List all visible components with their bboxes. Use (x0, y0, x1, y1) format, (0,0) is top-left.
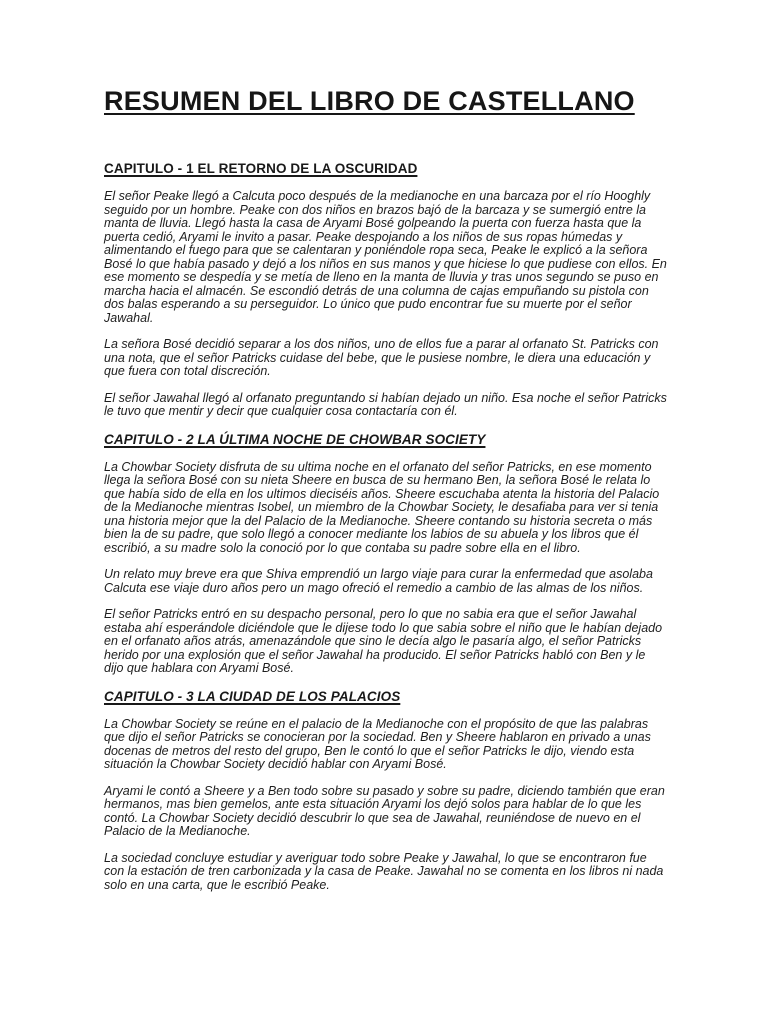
chapter-3-heading: CAPITULO - 3 LA CIUDAD DE LOS PALACIOS (104, 688, 401, 704)
chapter-1-section (104, 161, 668, 419)
chapter-2-section (104, 432, 668, 676)
chapter-1-paragraph-1: El señor Peake llegó a Calcuta poco después de la medianoche en una barcaza por el río Hooghly seguido por un hombre. Peake con dos niños en brazos bajó de la barcaza y se sumergió entre la manta de lluvia. Llegó hasta la casa de Aryami Bosé golpeando la puerta con fuerza hasta que la puerta cedió, Aryami le invito a pasar. Peake despojando a los niños de sus ropas húmedas y alimentando el fuego para que se calentaran y poniéndole ropa seca, Peake le explicó a la señora Bosé lo que había pasado y dejó a los niños en sus manos y que hiciese lo que pudiese con ellos. En ese momento se despedía y se metía de lleno en la manta de lluvia y tras unos segundo se puso en marcha hacia el almacén. Se escondió detrás de una columna de cajas empuñando su pistola con dos balas esperando a su perseguidor. Lo único que pudo encontrar fue su muerte por el señor Jawahal. (104, 189, 667, 325)
chapter-3-paragraph-2: Aryami le contó a Sheere y a Ben todo sobre su pasado y sobre su padre, diciendo también que eran hermanos, mas bien gemelos, ante esta situación Aryami los dejó solos para hablar de lo que les contó. La Chowbar Society decidió descubrir lo que sea de Jawahal, reuniéndose de nuevo en el Palacio de la Medianoche. (104, 783, 665, 838)
document-title: RESUMEN DEL LIBRO DE CASTELLANO (104, 86, 635, 116)
chapter-3-paragraph-3: La sociedad concluye estudiar y averiguar todo sobre Peake y Jawahal, lo que se encontraron fue con la estación de tren carbonizada y la casa de Peake. Jawahal no se comenta en los libros ni nada solo en una carta, que le escribió Peake. (104, 850, 664, 892)
chapter-1-heading: CAPITULO - 1 EL RETORNO DE LA OSCURIDAD (104, 161, 418, 176)
chapter-3-section (104, 689, 668, 893)
chapter-1-paragraph-3: El señor Jawahal llegó al orfanato preguntando si habían dejado un niño. Esa noche el señor Patricks le tuvo que mentir y decir que cualquier cosa contactaría con él. (104, 390, 667, 418)
chapter-3-paragraph-1: La Chowbar Society se reúne en el palacio de la Medianoche con el propósito de que las palabras que dijo el señor Patricks se conocieran por la sociedad. Ben y Sheere hablaron en privado a unas docenas de metros del resto del grupo, Ben le contó lo que el señor Patricks le dijo, viendo esta situación la Chowbar Society decidió hablar con Aryami Bosé. (104, 716, 651, 771)
chapter-2-paragraph-2: Un relato muy breve era que Shiva emprendió un largo viaje para curar la enfermedad que asolaba Calcuta ese viaje duro años pero un mago ofreció el remedio a cambio de las almas de los niños. (104, 567, 653, 595)
chapter-2-paragraph-1: La Chowbar Society disfruta de su ultima noche en el orfanato del señor Patricks, en ese momento llega la señora Bosé con su nieta Sheere en busca de su hermano Ben, la señora Bosé le relata lo que había sido de ella en los ultimos dieciséis años. Sheere escuchaba atenta la historia del Palacio de la Medianoche mientras Isobel, un miembro de la Chowbar Society, le desafiaba para ver si tenia una historia mejor que la del Palacio de la Medianoche. Sheere contando su historia secreta o más bien la de su padre, que solo llegó a conocer mediante los labios de su abuela y los libros que él escribió, a su madre solo la conoció por lo que contaba su padre sobre ella en el libro. (104, 459, 660, 555)
chapter-1-paragraph-2: La señora Bosé decidió separar a los dos niños, uno de ellos fue a parar al orfanato St. Patricks con una nota, que el señor Patricks cuidase del bebe, que le pusiese nombre, le diera una educación y que fuera con total discreción. (104, 337, 659, 378)
chapter-2-heading: CAPITULO - 2 LA ÚLTIMA NOCHE DE CHOWBAR SOCIETY (104, 431, 486, 447)
chapter-2-paragraph-3: El señor Patricks entró en su despacho personal, pero lo que no sabia era que el señor Jawahal estaba ahí esperándole diciéndole que le dijese todo lo que sabia sobre el niño que le habían dejado en el orfanato años atrás, amenazándole que sino le decía algo le pasaría algo, el señor Patricks herido por una explosión que el señor Jawahal ha producido. El señor Patricks habló con Ben y le dijo que hablara con Aryami Bosé. (104, 607, 663, 675)
